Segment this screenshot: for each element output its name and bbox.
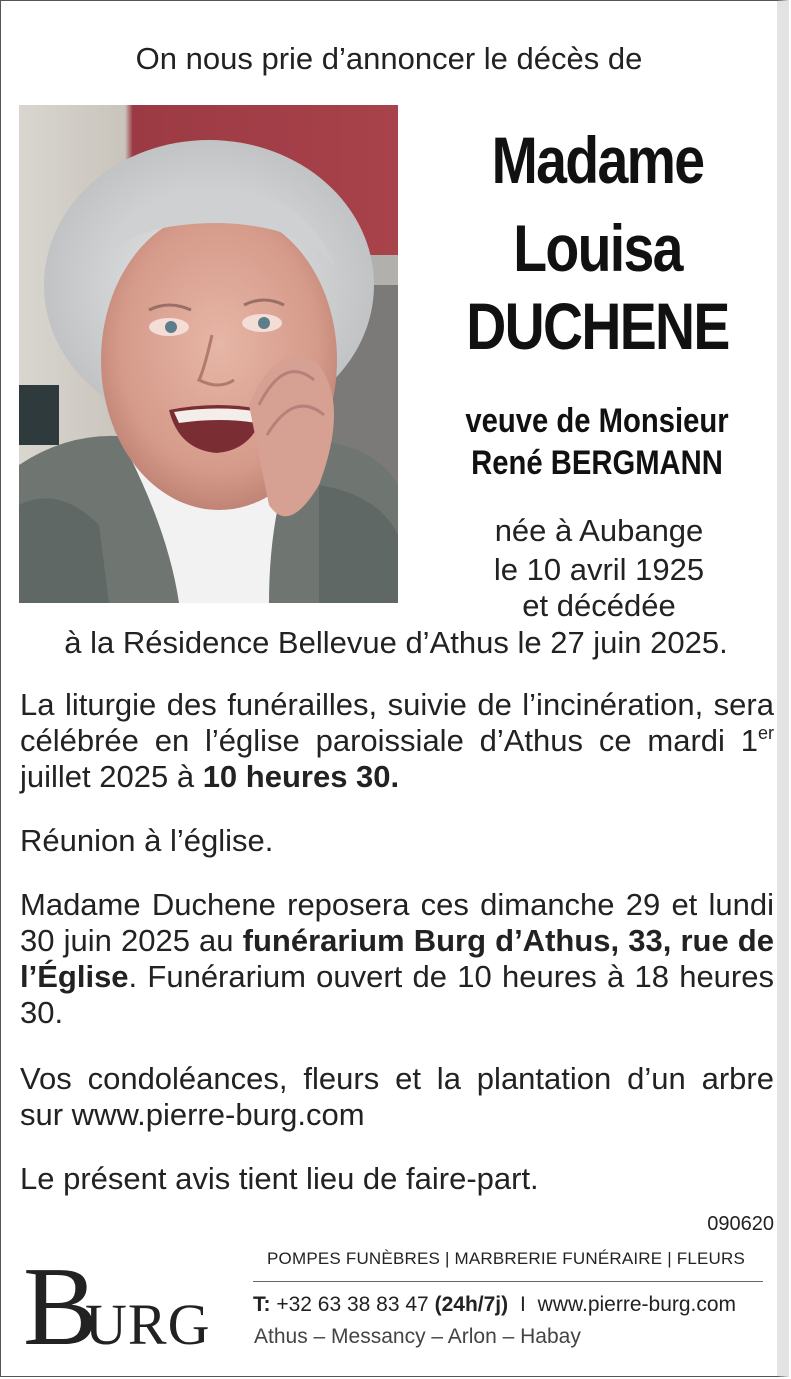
towns-line: Athus – Messancy – Arlon – Habay [254,1325,581,1348]
burg-logo-rest: URG [85,1292,211,1351]
reposera-paragraph [20,887,774,1031]
liturgy-time: 10 heures 30. [202,759,400,794]
reposera-hours: . Funérarium ouvert de 10 heures à 18 heures 30. [20,959,774,1030]
burg-logo-mark [23,1246,223,1351]
funerarium-address: funérarium Burg d’Athus, 33, rue de l’Église [20,923,774,994]
phone-number: +32 63 38 83 47 [276,1293,429,1316]
footer-divider [253,1281,763,1282]
burg-logo [23,1246,223,1351]
burg-logo-b: B [23,1246,98,1351]
liturgy-paragraph [20,687,774,795]
reposera-text: Madame Duchene reposera ces dimanche 29 et lundi 30 juin 2025 au [20,887,774,958]
phone-hours: (24h/7j) [434,1293,509,1316]
liturgy-text: La liturgie des funérailles, suivie de l’incinération, sera célébrée en l’église paroissiale d’Athus ce mardi 1 [20,687,774,758]
born-line-2: le 10 avril 1925 [493,552,705,587]
portrait-illustration [19,105,398,603]
death-place: à la Résidence Bellevue d’Athus le 27 juin 2025. [64,625,728,660]
widow-line-1: veuve de Monsieur [465,402,729,440]
contact-line [253,1293,736,1317]
faire-part-paragraph: Le présent avis tient lieu de faire-part. [20,1161,539,1196]
website-link[interactable]: www.pierre-burg.com [537,1293,737,1316]
widow-line-2: René BERGMANN [471,444,723,482]
name-last: DUCHENE [466,289,729,363]
born-line-1: née à Aubange [494,513,704,548]
reunion-paragraph: Réunion à l’église. [20,823,274,858]
ordinal-suffix: er [757,723,774,743]
born-line-3: et décédée [522,588,676,623]
name-title: Madame [491,123,704,197]
portrait-photo [19,105,398,603]
contact-separator: I [519,1293,526,1316]
condolences-paragraph: Vos condoléances, fleurs et la plantation d’un arbre sur www.pierre-burg.com [20,1061,774,1132]
phone-label: T: [253,1293,271,1316]
name-first: Louisa [513,211,682,285]
reference-number: 090620 [707,1213,774,1235]
services-line: POMPES FUNÈBRES | MARBRERIE FUNÉRAIRE | FLEURS [267,1249,746,1268]
liturgy-date: juillet 2025 à [20,759,203,794]
intro-text: On nous prie d’annoncer le décès de [135,41,643,76]
